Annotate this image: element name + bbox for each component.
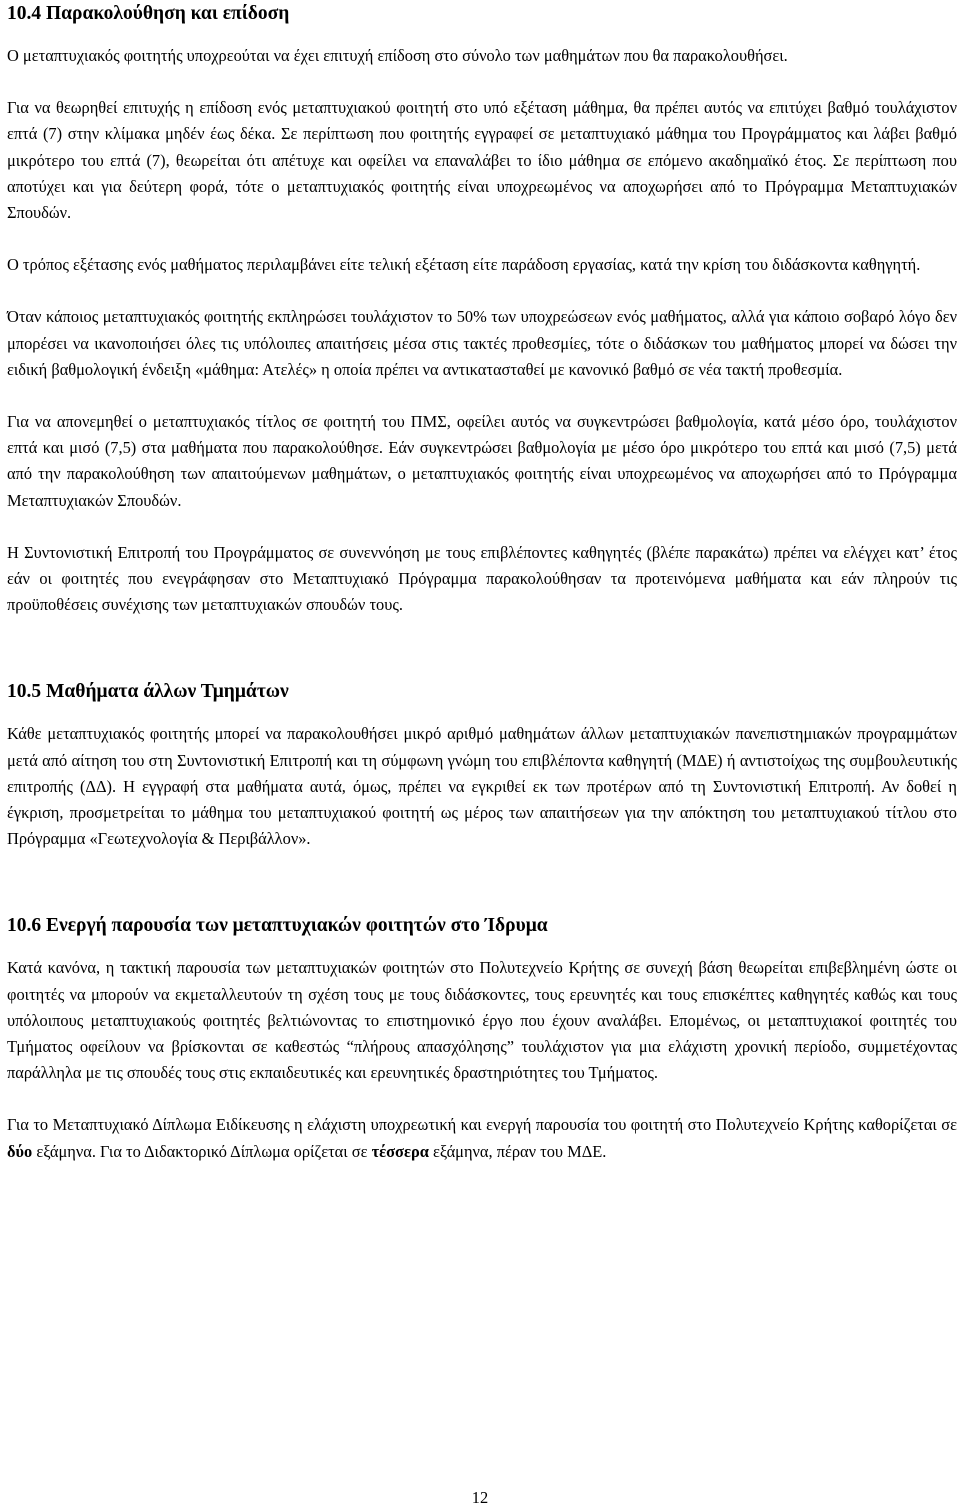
section-title-10-4: 10.4 Παρακολούθηση και επίδοση xyxy=(7,3,290,24)
paragraph-minimum-semesters xyxy=(7,1112,957,1164)
page-number: 12 xyxy=(471,1488,489,1507)
paragraph-incomplete-grade: Όταν κάποιος μεταπτυχιακός φοιτητής εκπληρώσει τουλάχιστον το 50% των υποχρεώσεων ενός μαθήματος, αλλά για κάποιο σοβαρό λόγο δεν μπορέσει να ικανοποιήσει όλες τις υπόλοιπες απαιτήσεις μέσα στις τακτές προθεσμίες, τότε ο διδάσκων του μαθήματος μπορεί να δώσει την ειδική βαθμολογική ένδειξη «μάθημα: Ατελές» η οποία πρέπει να αντικατασταθεί με κανονικό βαθμό σε νέα τακτή προθεσμία. xyxy=(7,307,957,379)
section-title-10-6: 10.6 Ενεργή παρουσία των μεταπτυχιακών φοιτητών στο Ίδρυμα xyxy=(7,915,548,937)
bold-semesters-phd: τέσσερα xyxy=(371,1141,429,1161)
paragraph-obligation: Ο μεταπτυχιακός φοιτητής υποχρεούται να έχει επιτυχή επίδοση στο σύνολο των μαθημάτων που θα παρακολουθήσει. xyxy=(7,46,788,65)
section-title-10-5: 10.5 Μαθήματα άλλων Τμημάτων xyxy=(7,681,289,703)
document-page xyxy=(7,0,957,1165)
paragraph-exam-method: Ο τρόπος εξέτασης ενός μαθήματος περιλαμβάνει είτε τελική εξέταση είτε παράδοση εργασίας, κατά την κρίση του διδάσκοντα καθηγητή. xyxy=(7,255,921,275)
paragraph-degree-average: Για να απονεμηθεί ο μεταπτυχιακός τίτλος σε φοιτητή του ΠΜΣ, οφείλει αυτός να συγκεντρώσει βαθμολογία, κατά μέσο όρο, τουλάχιστον επτά και μισό (7,5) στα μαθήματα που παρακολούθησε. Εάν συγκεντρώσει βαθμολογία με μέσο όρο μικρότερο του επτά και μισό (7,5) μετά από την παρακολούθηση των απαιτούμενων μαθημάτων, ο μεταπτυχιακός φοιτητής είναι υποχρεωμένος να αποχωρήσει από το Πρόγραμμα Μεταπτυχιακών Σπουδών. xyxy=(7,412,957,510)
text-segment: εξάμηνα, πέραν του ΜΔΕ. xyxy=(428,1141,607,1161)
text-segment: εξάμηνα. Για το Διδακτορικό Δίπλωμα ορίζεται σε xyxy=(32,1141,372,1161)
paragraph-passing-grade: Για να θεωρηθεί επιτυχής η επίδοση ενός μεταπτυχιακού φοιτητή στο υπό εξέταση μάθημα, θα πρέπει αυτός να επιτύχει βαθμό τουλάχιστον επτά (7) στην κλίμακα μηδέν έως δέκα. Σε περίπτωση που φοιτητής εγγραφεί σε μεταπτυχιακό μάθημα του Προγράμματος και λάβει βαθμό μικρότερο του επτά (7), θεωρείται ότι απέτυχε και οφείλει να επαναλάβει το ίδιο μάθημα σε επόμενο ακαδημαϊκό έτος. Σε περίπτωση που αποτύχει και για δεύτερη φορά, τότε ο μεταπτυχιακός φοιτητής είναι υποχρεωμένος να αποχωρήσει από το Πρόγραμμα Μεταπτυχιακών Σπουδών. xyxy=(7,98,957,223)
text-segment: Για το Μεταπτυχιακό Δίπλωμα Ειδίκευσης η ελάχιστη υποχρεωτική και ενεργή παρουσία του φοιτητή στο Πολυτεχνείο Κρήτης καθορίζεται σε xyxy=(7,1115,957,1135)
bold-semesters-mde: δύο xyxy=(7,1141,33,1161)
paragraph-committee-review: Η Συντονιστική Επιτροπή του Προγράμματος σε συνεννόηση με τους επιβλέποντες καθηγητές (βλέπε παρακάτω) πρέπει να ελέγχει κατ’ έτος εάν οι φοιτητές που ενεγράφησαν στο Μεταπτυχιακό Πρόγραμμα παρακολούθησαν τα προτεινόμενα μαθήματα και εάν πληρούν τις προϋποθέσεις συνέχισης των μεταπτυχιακών σπουδών τους. xyxy=(7,542,957,615)
paragraph-active-presence: Κατά κανόνα, η τακτική παρουσία των μεταπτυχιακών φοιτητών στο Πολυτεχνείο Κρήτης σε συνεχή βάση θεωρείται επιβεβλημένη ώστε οι φοιτητές να μπορούν να εκμεταλλευτούν τη σχέση τους με τους διδάσκοντες, τους ερευνητές και τους επισκέπτες καθηγητές καθώς και τους υπόλοιπους μεταπτυχιακούς φοιτητές βελτιώνοντας το επιστημονικό έργο που έχουν αναλάβει. Επομένως, οι μεταπτυχιακοί φοιτητές του Τμήματος οφείλουν να βρίσκονται σε καθεστώς “πλήρους απασχόλησης” τουλάχιστον για μια ελάχιστη χρονική περίοδο, συμμετέχοντας παράλληλα με τις σπουδές τους στις εκπαιδευτικές και ερευνητικές δραστηριότητες του Τμήματος. xyxy=(7,958,957,1083)
paragraph-other-departments: Κάθε μεταπτυχιακός φοιτητής μπορεί να παρακολουθήσει μικρό αριθμό μαθημάτων άλλων μεταπτυχιακών πανεπιστημιακών προγραμμάτων μετά από αίτηση του στη Συντονιστική Επιτροπή και τη σύμφωνη γνώμη του επιβλέποντα καθηγητή (ΜΔΕ) ή αντιστοίχως της συμβουλευτικής επιτροπής (ΔΔ). Η εγγραφή στα μαθήματα αυτά, όμως, πρέπει να εγκριθεί εκ των προτέρων από τη Συντονιστική Επιτροπή. Αν δοθεί η έγκριση, προσμετρείται το μάθημα του μεταπτυχιακού φοιτητή ως μέρος των απαιτήσεων για την απόκτηση του μεταπτυχιακού τίτλου στο Πρόγραμμα «Γεωτεχνολογία & Περιβάλλον». xyxy=(7,724,957,849)
